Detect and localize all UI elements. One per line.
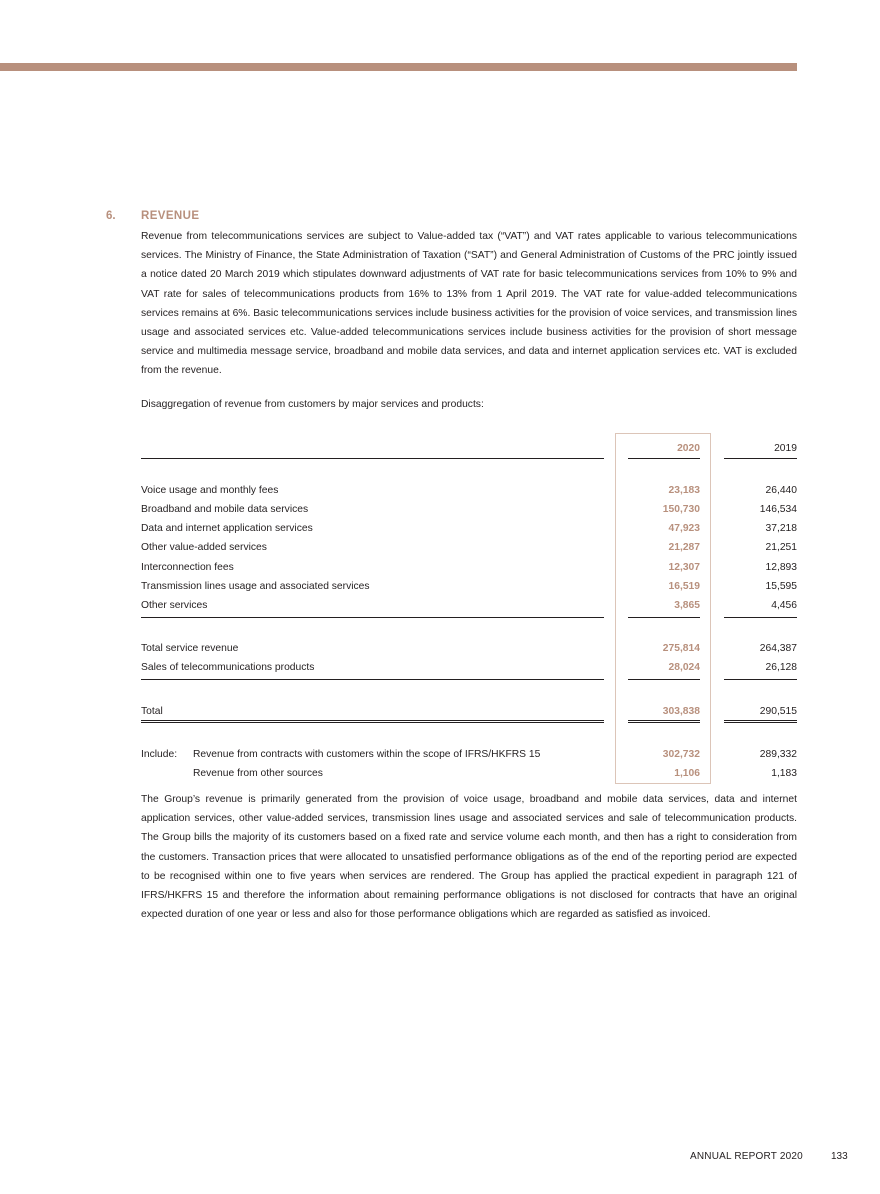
footer-report-title: ANNUAL REPORT 2020 bbox=[690, 1151, 803, 1162]
value-2019: 21,251 bbox=[765, 542, 797, 553]
column-header-2019: 2019 bbox=[774, 443, 797, 454]
value-2020: 303,838 bbox=[662, 706, 700, 717]
value-2019: 26,128 bbox=[765, 662, 797, 673]
table-intro: Disaggregation of revenue from customers by major services and products: bbox=[141, 399, 484, 410]
page-number: 133 bbox=[831, 1151, 848, 1162]
table-row bbox=[141, 485, 797, 504]
value-2019: 15,595 bbox=[765, 581, 797, 592]
row-label: Voice usage and monthly fees bbox=[141, 485, 279, 496]
value-2020: 21,287 bbox=[668, 542, 700, 553]
row-label: Interconnection fees bbox=[141, 562, 234, 573]
row-label: Total bbox=[141, 706, 163, 717]
table-row bbox=[141, 542, 797, 561]
value-2019: 264,387 bbox=[759, 643, 797, 654]
header-accent-bar bbox=[0, 63, 797, 71]
row-label: Other services bbox=[141, 600, 208, 611]
subtotal-rule bbox=[724, 679, 797, 680]
value-2020: 47,923 bbox=[668, 523, 700, 534]
row-label: Transmission lines usage and associated services bbox=[141, 581, 370, 592]
value-2020: 3,865 bbox=[674, 600, 700, 611]
value-2019: 146,534 bbox=[759, 504, 797, 515]
row-label: Data and internet application services bbox=[141, 523, 313, 534]
value-2019: 26,440 bbox=[765, 485, 797, 496]
header-rule bbox=[628, 458, 700, 459]
value-2019: 37,218 bbox=[765, 523, 797, 534]
table-row bbox=[141, 504, 797, 523]
value-2019: 289,332 bbox=[759, 749, 797, 760]
table-row bbox=[141, 562, 797, 581]
row-label: Sales of telecommunications products bbox=[141, 662, 315, 673]
subtotal-rule bbox=[141, 617, 604, 618]
section-title: REVENUE bbox=[141, 210, 200, 222]
value-2020: 302,732 bbox=[662, 749, 700, 760]
total-double-rule bbox=[724, 720, 797, 723]
value-2020: 28,024 bbox=[668, 662, 700, 673]
column-header-2020: 2020 bbox=[677, 443, 700, 454]
row-label: Other value-added services bbox=[141, 542, 267, 553]
value-2019: 1,183 bbox=[771, 768, 797, 779]
total-service-row bbox=[141, 643, 797, 662]
include-row bbox=[141, 768, 797, 787]
include-row bbox=[141, 749, 797, 768]
value-2019: 290,515 bbox=[759, 706, 797, 717]
revenue-paragraph-1: Revenue from telecommunications services are subject to Value-added tax (“VAT”) and VAT rates applicable to various telecommunications services. The Ministry of Finance, the State Administration of Taxation (“SAT”) and General Administration of Customs of the PRC jointly issued a notice dated 20 March 2019 which stipulates downward adjustments of VAT rate for basic telecommunications services from 10% to 9% and VAT rate for sales of telecommunications products from 16% to 13% from 1 April 2019. The VAT rate for value-added telecommunications services remains at 6%. Basic telecommunications services include business activities for the provision of voice services, and transmission lines usage and associated services etc. Value-added telecommunications services include business activities for the provision of short message service and multimedia message service, broadband and mobile data services, and data and internet application services etc. VAT is excluded from the revenue. bbox=[141, 231, 797, 377]
value-2019: 4,456 bbox=[771, 600, 797, 611]
subtotal-rule bbox=[141, 679, 604, 680]
value-2020: 23,183 bbox=[668, 485, 700, 496]
revenue-paragraph-2: The Group’s revenue is primarily generated from the provision of voice usage, broadband and mobile data services, data and internet application services, other value-added services, transmission lines usage and associated services and sale of telecommunication products. The Group bills the majority of its customers based on a fixed rate and service volume each month, and then has a right to consideration from the customers. Transaction prices that were allocated to unsatisfied performance obligations as of the end of the reporting period are expected to be recognised within one to five years when services are rendered. The Group has applied the practical expedient in paragraph 121 of IFRS/HKFRS 15 and therefore the information about remaining performance obligations is not disclosed for contracts that have an original expected duration of one year or less and also for those performance obligations which are regarded as satisfied as invoiced. bbox=[141, 794, 797, 921]
value-2020: 150,730 bbox=[662, 504, 700, 515]
value-2020: 275,814 bbox=[662, 643, 700, 654]
header-rule bbox=[724, 458, 797, 459]
subtotal-rule bbox=[724, 617, 797, 618]
value-2020: 16,519 bbox=[668, 581, 700, 592]
row-label: Revenue from contracts with customers within the scope of IFRS/HKFRS 15 bbox=[193, 749, 541, 760]
header-rule bbox=[141, 458, 604, 459]
value-2020: 12,307 bbox=[668, 562, 700, 573]
value-2020: 1,106 bbox=[674, 768, 700, 779]
subtotal-rule bbox=[628, 617, 700, 618]
row-label: Broadband and mobile data services bbox=[141, 504, 309, 515]
value-2019: 12,893 bbox=[765, 562, 797, 573]
row-label: Revenue from other sources bbox=[193, 768, 323, 779]
total-double-rule bbox=[628, 720, 700, 723]
table-row bbox=[141, 581, 797, 600]
subtotal-rule bbox=[628, 679, 700, 680]
total-double-rule bbox=[141, 720, 604, 723]
table-row bbox=[141, 523, 797, 542]
include-label: Include: bbox=[141, 749, 178, 760]
row-label: Total service revenue bbox=[141, 643, 239, 654]
section-number: 6. bbox=[106, 210, 116, 222]
